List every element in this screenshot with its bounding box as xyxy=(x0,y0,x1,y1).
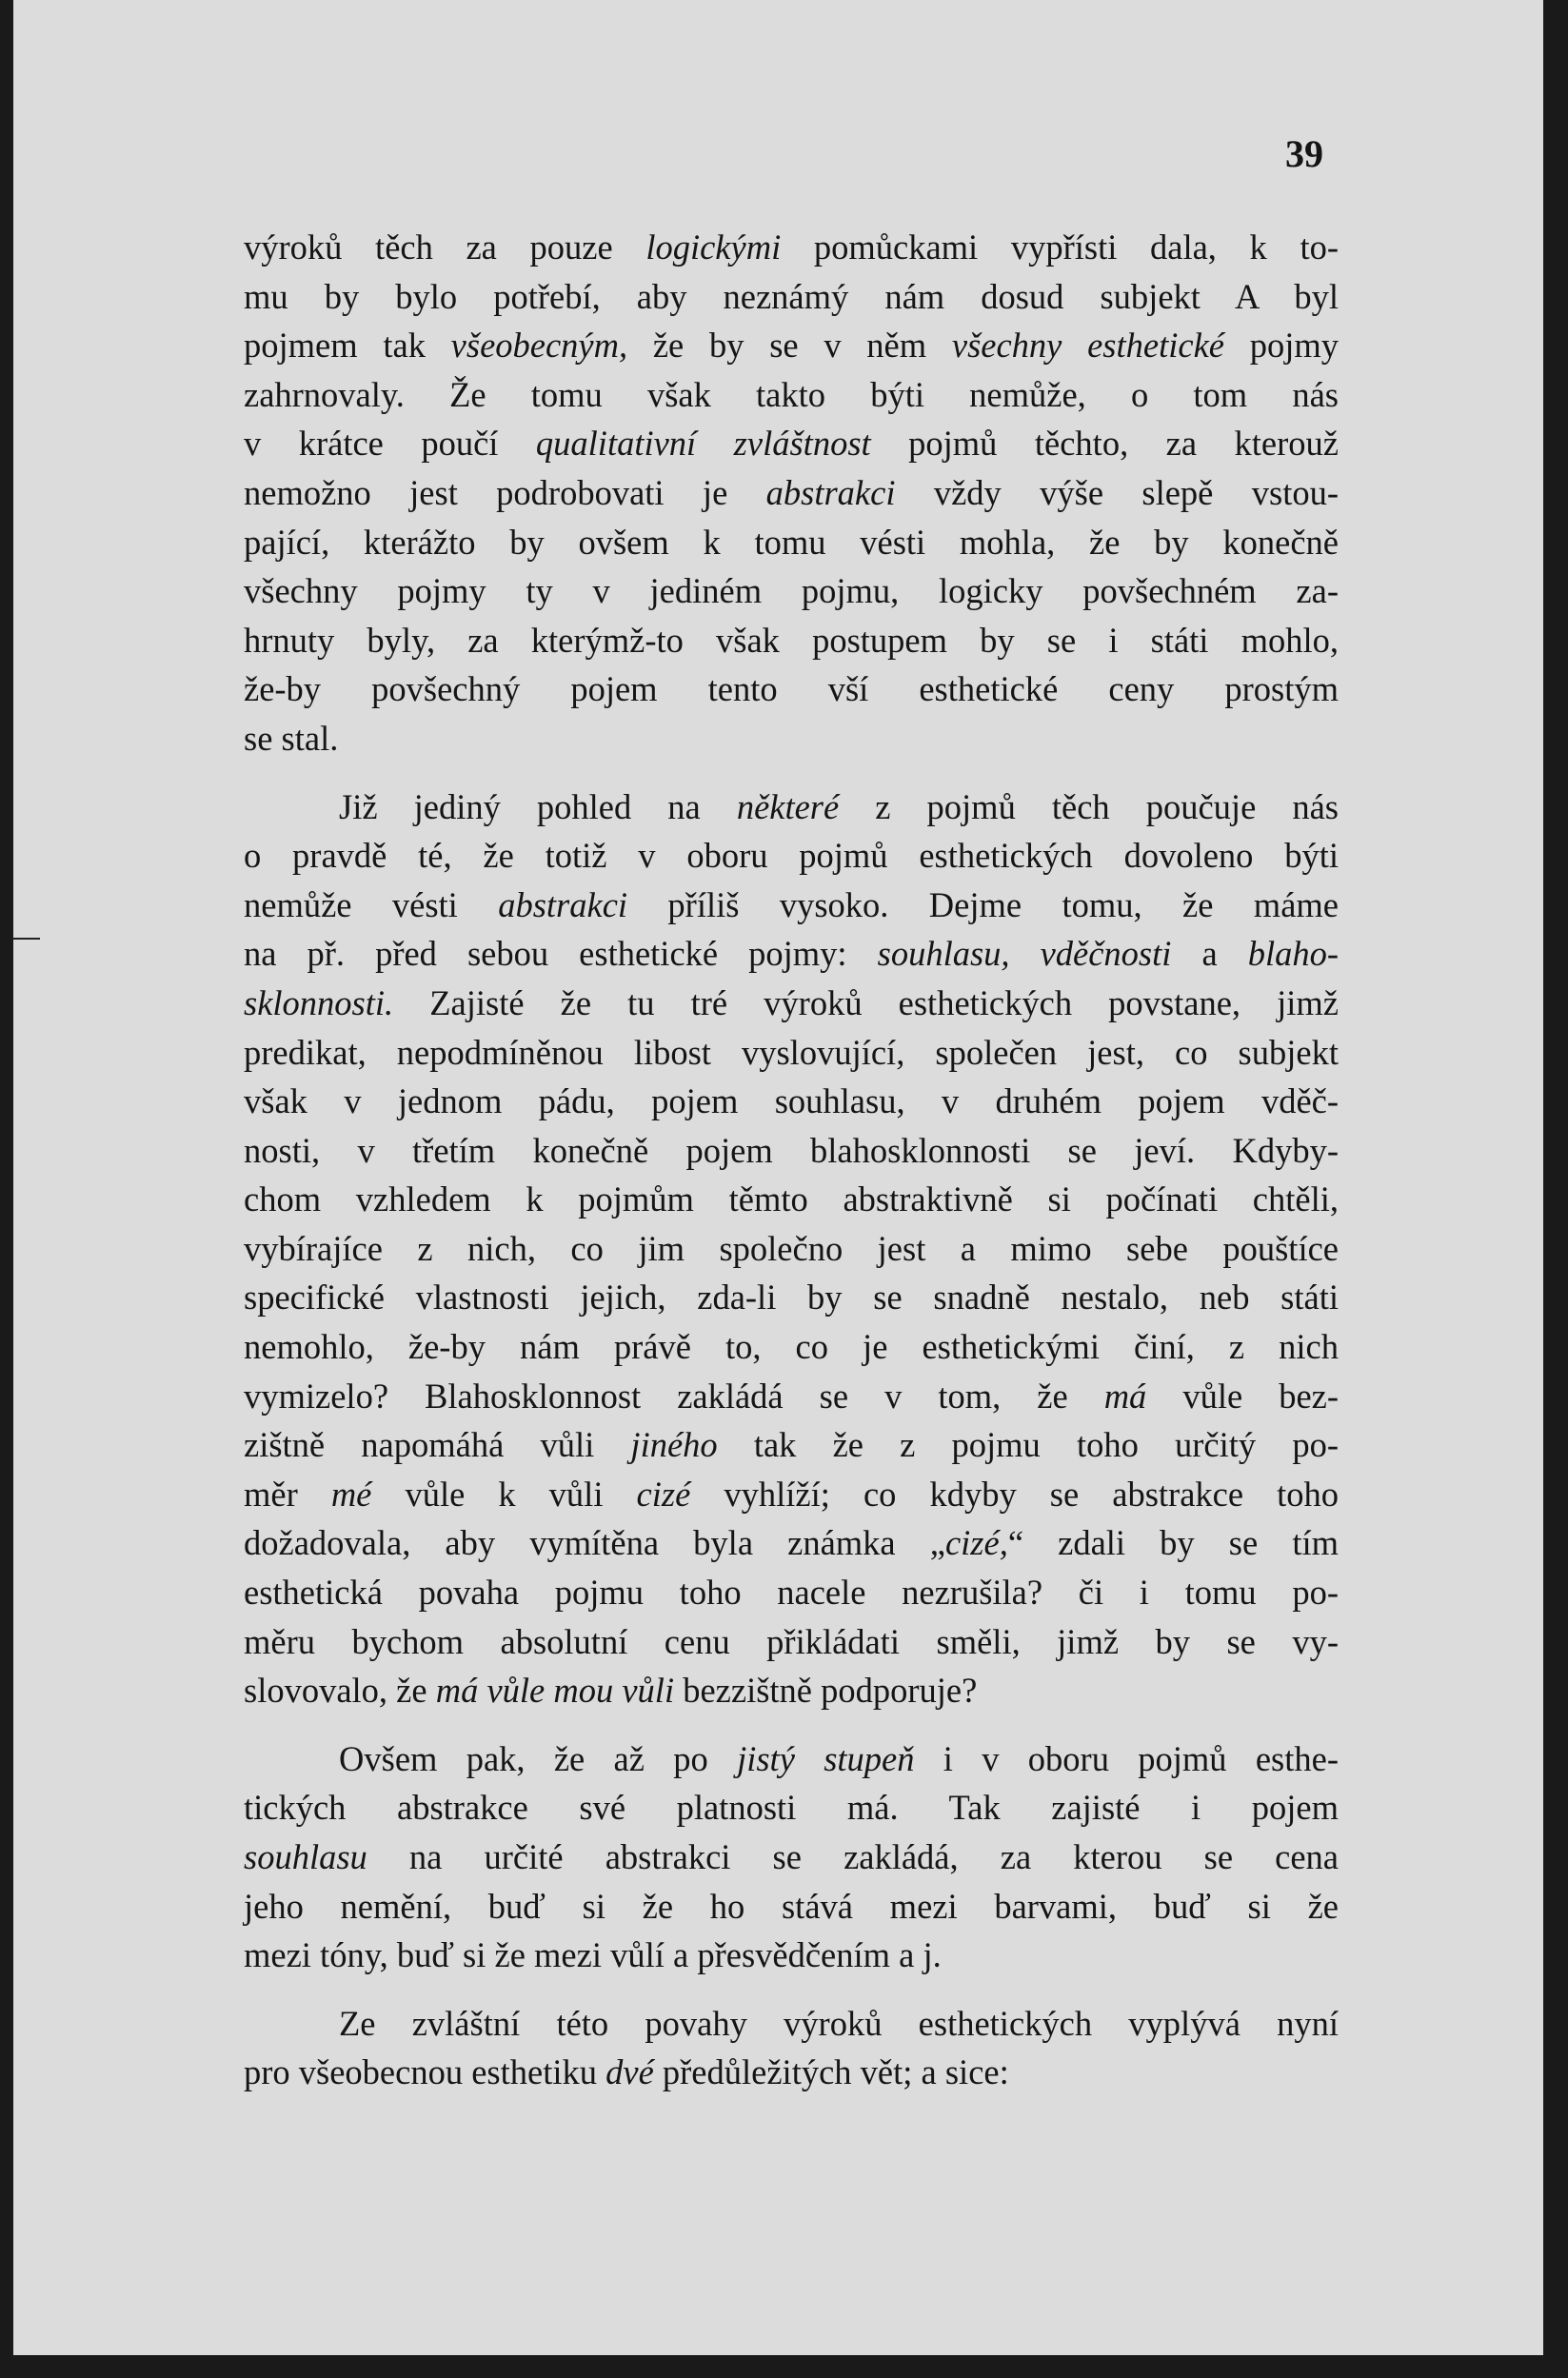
text-line: pro všeobecnou esthetiku dvé předůležitých vět; a sice: xyxy=(244,2052,1009,2092)
italic-term: dvé xyxy=(605,2052,654,2092)
text-line: pojmem tak všeobecným, že by se v něm všechny esthetické pojmy xyxy=(244,326,1339,366)
text-line: v krátce poučí qualitativní zvláštnost pojmů těchto, za kterouž xyxy=(244,424,1339,464)
italic-term: logickými xyxy=(645,228,782,267)
text-line: predikat, nepodmíněnou libost vyslovující, společen jest, co subjekt xyxy=(244,1032,1339,1072)
text-line: se stal. xyxy=(244,718,339,758)
italic-term: má xyxy=(1103,1376,1147,1416)
italic-term: qualitativní zvláštnost xyxy=(535,424,871,464)
paragraph xyxy=(244,223,1339,763)
text-line: vymizelo? Blahosklonnost zakládá se v tom, že má vůle bez- xyxy=(244,1376,1339,1416)
text-line: na př. před sebou esthetické pojmy: souhlasu, vděčnosti a blaho- xyxy=(244,934,1340,974)
paragraph-gap xyxy=(244,1980,1339,1999)
page-number: 39 xyxy=(1285,132,1323,175)
italic-term: blaho- xyxy=(1247,934,1340,974)
text-line: o pravdě té, že totiž v oboru pojmů esthetických dovoleno býti xyxy=(244,836,1339,876)
italic-term: souhlasu, vděčnosti xyxy=(877,934,1172,974)
text-line: chom vzhledem k pojmům těmto abstraktivně si počínati chtěli, xyxy=(244,1179,1339,1219)
text-line: pající, kterážto by ovšem k tomu vésti mohla, že by konečně xyxy=(244,522,1339,562)
text-line: slovovalo, že má vůle mou vůli bezzištně podporuje? xyxy=(244,1671,978,1711)
italic-term: má vůle mou vůli xyxy=(435,1671,675,1711)
text-line: měru bychom absolutní cenu přikládati směli, jimž by se vy- xyxy=(244,1621,1339,1661)
text-line: nosti, v třetím konečně pojem blahosklonnosti se jeví. Kdyby- xyxy=(244,1130,1339,1170)
text-line: Ze zvláštní této povahy výroků esthetických vyplývá nyní xyxy=(339,2003,1339,2043)
text-line: Ovšem pak, že až po jistý stupeň i v oboru pojmů esthe- xyxy=(339,1738,1339,1778)
text-line: zahrnovaly. Že tomu však takto býti nemůže, o tom nás xyxy=(244,374,1339,414)
italic-term: některé xyxy=(736,786,840,826)
text-line: mezi tóny, buď si že mezi vůlí a přesvědčením a j. xyxy=(244,1935,942,1975)
paragraph-gap xyxy=(244,763,1339,783)
paragraph xyxy=(244,1734,1339,1980)
text-line: že-by povšechný pojem tento vší esthetické ceny prostým xyxy=(244,669,1339,709)
text-line: nemůže vésti abstrakci příliš vysoko. Dejme tomu, že máme xyxy=(244,884,1339,924)
text-line: měr mé vůle k vůli cizé vyhlíží; co kdyby se abstrakce toho xyxy=(244,1474,1340,1514)
italic-term: souhlasu xyxy=(244,1837,367,1876)
italic-term: sklonnosti. xyxy=(244,982,394,1022)
text-line: sklonnosti. Zajisté že tu tré výroků esthetických povstane, jimž xyxy=(244,982,1339,1022)
text-line: nemohlo, že-by nám právě to, co je esthetickými činí, z nich xyxy=(244,1327,1339,1367)
italic-term: abstrakci xyxy=(765,472,896,512)
body-text xyxy=(244,223,1339,2097)
text-line: nemožno jest podrobovati je abstrakci vždy výše slepě vstou- xyxy=(244,472,1339,512)
text-line: tických abstrakce své platnosti má. Tak zajisté i pojem xyxy=(244,1788,1339,1828)
text-line: jeho nemění, buď si že ho stává mezi barvami, buď si že xyxy=(244,1886,1339,1926)
paragraph xyxy=(244,1999,1339,2097)
text-line: specifické vlastnosti jejich, zda-li by se snadně nestalo, neb státi xyxy=(244,1278,1339,1318)
italic-term: mé xyxy=(330,1474,372,1514)
text-line: hrnuty byly, za kterýmž-to však postupem by se i státi mohlo, xyxy=(244,620,1339,660)
text-line: souhlasu na určité abstrakci se zakládá, za kterou se cena xyxy=(244,1837,1339,1876)
paragraph xyxy=(244,783,1339,1715)
italic-term: jistý stupeň xyxy=(737,1738,915,1778)
text-line: výroků těch za pouze logickými pomůckami vypřísti dala, k to- xyxy=(244,228,1339,267)
text-line: vybírajíce z nich, co jim společno jest a mimo sebe pouštíce xyxy=(244,1228,1339,1268)
text-line: však v jednom pádu, pojem souhlasu, v druhém pojem vděč- xyxy=(244,1081,1339,1121)
italic-term: všeobecným, xyxy=(450,326,628,366)
italic-term: všechny esthetické xyxy=(951,326,1224,366)
text-line: Již jediný pohled na některé z pojmů těch poučuje nás xyxy=(339,786,1339,826)
italic-term: cizé xyxy=(636,1474,691,1514)
italic-term: jiného xyxy=(630,1425,718,1465)
margin-mark xyxy=(13,938,40,940)
italic-term: abstrakci xyxy=(498,884,628,924)
text-line: mu by bylo potřebí, aby neznámý nám dosud subjekt A byl xyxy=(244,276,1339,316)
text-line: esthetická povaha pojmu toho nacele nezrušila? či i tomu po- xyxy=(244,1573,1339,1613)
italic-term: cizé, xyxy=(944,1523,1008,1563)
text-line: všechny pojmy ty v jediném pojmu, logicky povšechném za- xyxy=(244,571,1339,611)
text-line: zištně napomáhá vůli jiného tak že z pojmu toho určitý po- xyxy=(244,1425,1339,1465)
paragraph-gap xyxy=(244,1715,1339,1734)
text-line: dožadovala, aby vymítěna byla známka „cizé,“ zdali by se tím xyxy=(244,1523,1339,1563)
